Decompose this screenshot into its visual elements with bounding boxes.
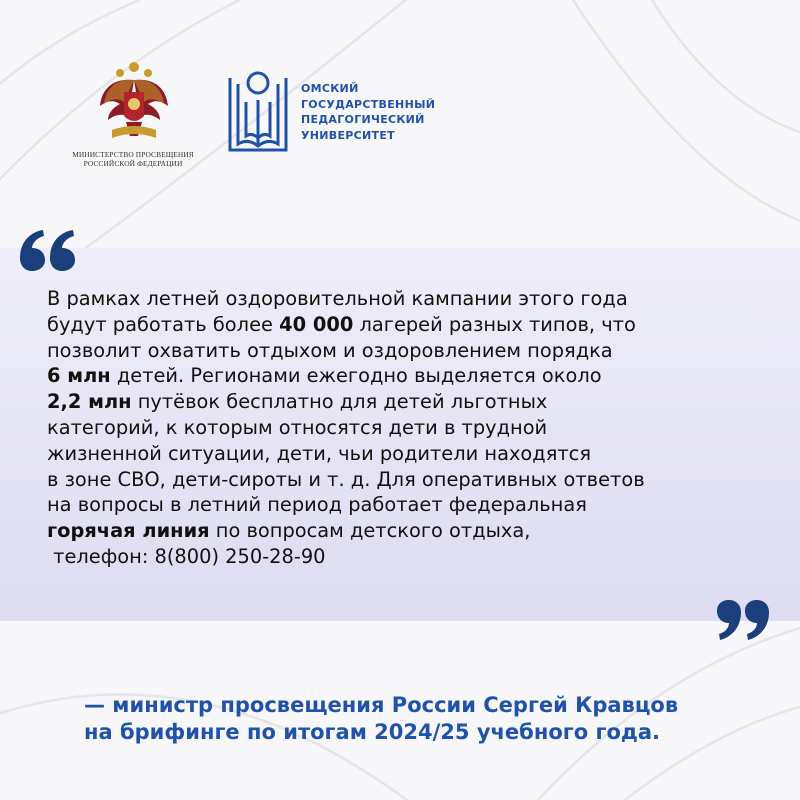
university-name-line-2: ГОСУДАРСТВЕННЫЙ	[301, 97, 436, 111]
ministry-caption-line-1: МИНИСТЕРСТВО ПРОСВЕЩЕНИЯ	[72, 150, 194, 159]
quote-line: категорий, к которым относятся дети в трудной	[47, 415, 548, 439]
quote-line: будут работать более 40 000 лагерей разных типов, что	[47, 312, 636, 336]
quote-line: на вопросы в летний период работает федеральная	[47, 493, 587, 517]
quote-line: горячая линия по вопросам детского отдыха,	[47, 519, 531, 543]
quote-line: в зоне СВО, дети-сироты и т. д. Для оперативных ответов	[47, 467, 645, 491]
book-and-person-icon	[226, 66, 290, 158]
university-name-line-1: ОМСКИЙ	[301, 82, 359, 95]
attribution-line-1: — министр просвещения России Сергей Кравцов	[84, 693, 679, 717]
quote-line: В рамках летней оздоровительной кампании этого года	[47, 287, 628, 310]
quote-line: 2,2 млн путёвок бесплатно для детей льготных	[47, 390, 548, 414]
ministry-caption-line-2: РОССИЙСКОЙ ФЕДЕРАЦИИ	[83, 159, 183, 168]
university-logo	[226, 64, 446, 160]
quote-line: 6 млн детей. Регионами ежегодно выделяется около	[47, 364, 602, 388]
university-name	[301, 81, 435, 143]
open-quote-icon	[16, 228, 80, 272]
quote-line: жизненной ситуации, дети, чьи родители находятся	[47, 441, 591, 465]
quote-line: позволит охватить отдыхом и оздоровлением порядка	[47, 338, 613, 362]
university-name-line-4: УНИВЕРСИТЕТ	[301, 128, 395, 142]
university-name-line-3: ПЕДАГОГИЧЕСКИЙ	[301, 113, 425, 126]
double-headed-eagle-emblem-icon	[96, 60, 172, 144]
quote-line: телефон: 8(800) 250-28-90	[47, 544, 326, 568]
quote-text	[47, 286, 777, 570]
quote-attribution	[84, 692, 784, 746]
ministry-caption	[68, 150, 198, 168]
ministry-logo	[68, 60, 198, 175]
attribution-line-2: на брифинге по итогам 2024/25 учебного года.	[84, 720, 660, 744]
close-quote-icon	[714, 600, 772, 642]
